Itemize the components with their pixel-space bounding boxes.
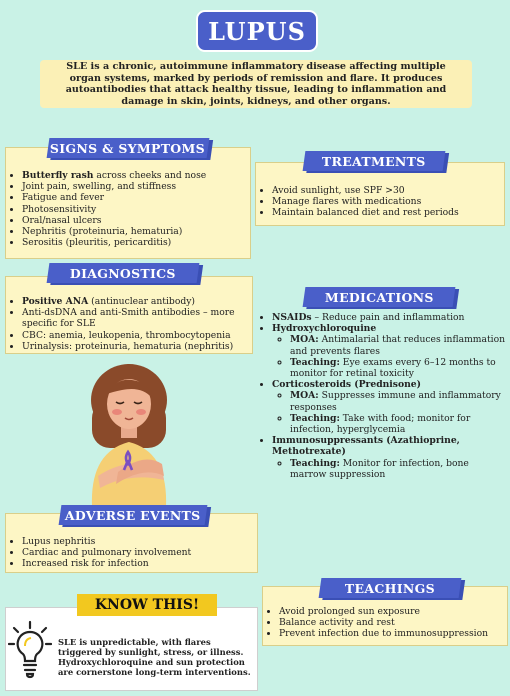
list-item: • Photosensitivity [22, 204, 246, 215]
treatments-box [255, 162, 505, 226]
list-item: • Urinalysis: proteinuria, hematuria (nephritis) [22, 341, 248, 352]
list-item: • Serositis (pleuritis, pericarditis) [22, 237, 246, 248]
adverse-heading: ADVERSE EVENTS [59, 505, 208, 525]
list-item: • CBC: anemia, leukopenia, thrombocytopenia [22, 330, 248, 341]
list-item: • Prevent infection due to immunosuppression [279, 628, 503, 639]
signs-heading: SIGNS & SYMPTOMS [47, 138, 210, 158]
treatments-list [260, 185, 500, 219]
list-item: • Immunosuppressants (Azathioprine, Methotrexate) ◦ Teaching: Monitor for infection, bone marrow suppression [272, 435, 508, 480]
adverse-list [10, 536, 253, 570]
list-item: • Cardiac and pulmonary involvement [22, 547, 253, 558]
list-item: ◦ Teaching: Take with food; monitor for infection, hyperglycemia [290, 413, 508, 435]
list-item: • Avoid sunlight, use SPF >30 [272, 185, 500, 196]
list-item: • Balance activity and rest [279, 617, 503, 628]
list-item: • Fatigue and fever [22, 192, 246, 203]
self-hug-illustration [78, 360, 180, 506]
teachings-list [267, 606, 503, 640]
list-item: • Oral/nasal ulcers [22, 215, 246, 226]
teachings-heading: TEACHINGS [319, 578, 462, 598]
diagnostics-heading: DIAGNOSTICS [47, 263, 200, 283]
know-this-heading: KNOW THIS! [77, 594, 217, 616]
list-item: • Butterfly rash across cheeks and nose [22, 170, 246, 181]
list-item: • Maintain balanced diet and rest periods [272, 207, 500, 218]
diagnostics-list [10, 296, 248, 352]
list-item: • Anti-dsDNA and anti-Smith antibodies – more specific for SLE [22, 307, 248, 329]
list-item: • Lupus nephritis [22, 536, 253, 547]
diagnostics-box [5, 276, 253, 354]
page-title: LUPUS [196, 10, 318, 52]
list-item: • Nephritis (proteinuria, hematuria) [22, 226, 246, 237]
intro-summary: SLE is a chronic, autoimmune inflammatory disease affecting multiple organ systems, marked by periods of remission and flare. It produces autoantibodies that attack healthy tissue, leading to inflammation and damage in skin, joints, kidneys, and other organs. [40, 60, 472, 108]
signs-list [10, 170, 246, 248]
know-this-text: SLE is unpredictable, with flares triggered by sunlight, stress, or illness. Hydroxychloroquine and sun protection are cornerstone long-term interventions. [58, 637, 251, 677]
list-item: • Positive ANA (antinuclear antibody) [22, 296, 248, 307]
list-item: • Avoid prolonged sun exposure [279, 606, 503, 617]
list-item: • Joint pain, swelling, and stiffness [22, 181, 246, 192]
medications-section [258, 312, 508, 480]
list-item: ◦ MOA: Suppresses immune and inflammatory responses [290, 390, 508, 412]
list-item: • Hydroxychloroquine ◦ MOA: Antimalarial that reduces inflammation and prevents flares ◦ Teaching: Eye exams every 6–12 months to monitor for retinal toxicity [272, 323, 508, 379]
list-item: ◦ MOA: Antimalarial that reduces inflammation and prevents flares [290, 334, 508, 356]
list-item: ◦ Teaching: Monitor for infection, bone marrow suppression [290, 458, 508, 480]
list-item: • Manage flares with medications [272, 196, 500, 207]
signs-box [5, 147, 251, 259]
treatments-heading: TREATMENTS [303, 151, 446, 171]
list-item: • Increased risk for infection [22, 558, 253, 569]
medications-list [258, 312, 508, 480]
list-item: ◦ Teaching: Eye exams every 6–12 months to monitor for retinal toxicity [290, 357, 508, 379]
list-item: • NSAIDs – Reduce pain and inflammation [272, 312, 508, 323]
lightbulb-icon [8, 620, 52, 682]
medications-heading: MEDICATIONS [303, 287, 456, 307]
list-item: • Corticosteroids (Prednisone) ◦ MOA: Suppresses immune and inflammatory responses ◦ Teaching: Take with food; monitor for infection, hyperglycemia [272, 379, 508, 435]
